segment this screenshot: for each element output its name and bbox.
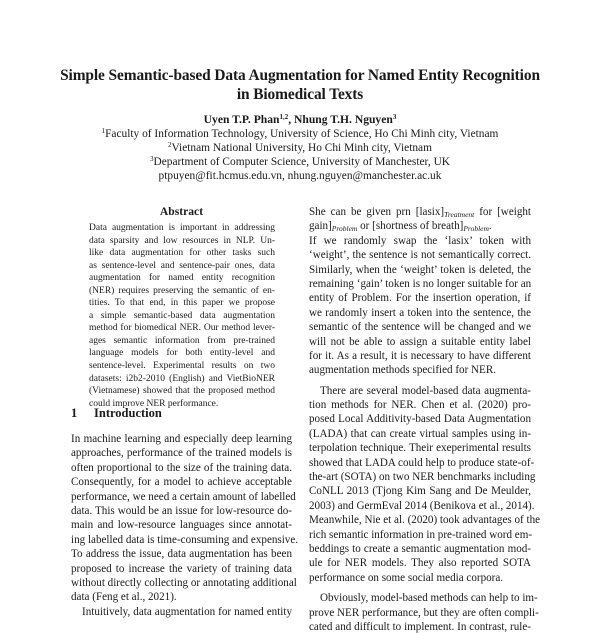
affiliation-mark: 3	[149, 155, 154, 163]
intro-line: approaches, performance of the trained models is	[71, 447, 292, 460]
abstract-line: language models for both entity-level and	[89, 348, 275, 359]
entity-label: Treatment	[444, 210, 475, 219]
entity-label: Problem	[463, 224, 489, 234]
abstract-body	[89, 222, 275, 410]
section-heading-introduction	[71, 406, 162, 421]
right-column-body	[309, 205, 541, 634]
body-line: entity of Problem. For the insertion operation, if	[309, 292, 531, 305]
intro-line: data. This would be an issue for low-resource do-	[71, 504, 292, 517]
intro-line: ing labelled data is time-consuming and expensive.	[71, 533, 299, 546]
affiliation-text: Faculty of Information Technology, University of Science, Ho Chi Minh city, Vietnam	[105, 128, 499, 140]
body-line: performance on some social media corpora.	[309, 571, 504, 584]
affiliation	[40, 127, 560, 141]
abstract-line: could improve NER performance.	[89, 398, 219, 409]
affiliation-mark: 2	[168, 141, 172, 149]
body-line: we randomly insert a token into the sentence, the	[309, 306, 531, 319]
section-title: Introduction	[94, 406, 162, 420]
author-affiliation-mark: 1,2	[279, 113, 289, 121]
body-line: 2003) and GermEval 2014 (Benikova et al., 2014).	[309, 499, 535, 512]
example-sentence-line	[309, 205, 531, 219]
intro-line: In machine learning and especially deep learning	[71, 433, 292, 445]
body-line: prove NER performance, but they are often compli-	[309, 606, 539, 619]
title-line: Simple Semantic-based Data Augmentation for Named Entity Recognition	[60, 67, 540, 84]
author-affiliation-mark: 3	[392, 113, 397, 121]
body-line: (LADA) that can create virtual samples using in-	[309, 427, 531, 440]
author-separator: ,	[288, 113, 295, 126]
body-line: augmentation methods specified for NER.	[309, 364, 497, 377]
intro-line: Intuitively, data augmentation for named entity	[82, 605, 292, 618]
example-text: .	[488, 220, 492, 233]
body-line: tion methods for NER. Chen et al. (2020) pro-	[309, 399, 531, 412]
body-line: Meanwhile, Nie et al. (2020) took advantages of the	[309, 514, 541, 527]
abstract-line: as sentence-level and sentence-pair ones, data	[89, 260, 275, 271]
abstract-line: Data augmentation is important in addressing	[89, 223, 275, 233]
body-line: cated and difficult to implement. In contrast, rule-	[309, 620, 531, 633]
body-line: Obviously, model-based methods can help to im-	[320, 592, 538, 605]
example-text: She can be given prn [lasix]	[309, 206, 445, 218]
intro-line: performance, we need a certain amount of labelled	[71, 490, 296, 503]
body-line: There are several model-based data augmenta-	[320, 384, 531, 397]
body-line: for it. As a result, it is necessary to have different	[309, 349, 531, 362]
example-text: gain]	[309, 220, 332, 233]
abstract-line: data sparsity and low resources in NLP. Un-	[89, 235, 275, 246]
paragraph	[309, 234, 531, 378]
affiliation-mark: 1	[101, 127, 106, 135]
intro-line: proposed to increase the variety of training data	[71, 562, 292, 575]
left-column-body	[71, 432, 299, 619]
affiliation	[40, 141, 560, 155]
body-line: Similarly, when the ‘weight’ token is deleted, the	[309, 263, 531, 276]
body-line: ‘weight’, the sentence is not semantically correct.	[309, 249, 531, 262]
author-name: Uyen T.P. Phan	[203, 113, 280, 126]
abstract-line: sentence-level. Experimental results on two	[89, 361, 275, 372]
body-line: the-art (SOTA) on two NER benchmarks including	[309, 471, 536, 484]
intro-line: main and low-resource languages since annotat-	[71, 519, 292, 532]
title-line: in Biomedical Texts	[236, 86, 364, 103]
body-line: terpolation technique. Their exeperimental results	[309, 442, 531, 455]
body-line: CoNLL 2013 (Tjong Kim Sang and De Meulder,	[309, 485, 531, 498]
body-line: will not be able to assign a suitable entity label	[309, 335, 531, 348]
body-line: showed that LADA could help to produce state-of-	[309, 456, 535, 469]
intro-line: data (Feng et al., 2021).	[71, 591, 177, 604]
affiliation-text: Department of Computer Science, University of Manchester, UK	[153, 156, 451, 168]
body-line: If we randomly swap the ‘lasix’ token with	[309, 234, 531, 247]
abstract-line: (Vietnamese) showed that the proposed method	[89, 386, 275, 397]
body-line: posed Local Additivity-based Data Augmentation	[309, 413, 531, 426]
intro-line: Consequently, for a model to achieve acceptable	[71, 476, 292, 489]
author-emails[interactable]: ptpuyen@fit.hcmus.edu.vn, nhung.nguyen@manchester.ac.uk	[158, 170, 442, 182]
intro-line: without directly collecting or annotating additional	[71, 576, 297, 589]
intro-line: often proportional to the size of the training data.	[71, 461, 292, 474]
affiliation	[40, 155, 560, 169]
body-line: remaining ‘gain’ token is no longer suitable for an	[309, 277, 532, 290]
abstract-line: method for biomedical NER. Our method lever-	[89, 323, 275, 334]
example-sentence-line	[309, 219, 531, 233]
paragraph	[309, 384, 541, 585]
paper-title	[40, 66, 560, 104]
example-text: for [weight	[474, 206, 531, 218]
abstract-line: (NER) requires preserving the semantic of en-	[89, 285, 275, 296]
abstract-line: tities. To that end, in this paper we propose	[89, 298, 275, 309]
entity-label: Problem	[331, 224, 358, 234]
author-name: Nhung T.H. Nguyen	[294, 113, 393, 126]
abstract-line: augmentation for named entity recognition	[89, 273, 275, 284]
body-line: ule for NER models. They also reported SOTA	[309, 557, 531, 570]
body-line: beddings to create a semantic augmentation mod-	[309, 542, 531, 555]
body-line: semantic of the sentence will be changed and we	[309, 321, 531, 334]
abstract-heading: Abstract	[159, 205, 204, 218]
abstract-line: ages semantic information from pre-trained	[89, 335, 275, 346]
example-text: or [shortness of breath]	[357, 220, 464, 233]
abstract-line: like data augmentation for other tasks such	[89, 248, 275, 259]
author-list	[40, 113, 560, 127]
section-number: 1	[71, 406, 78, 420]
abstract-line: datasets: i2b2-2010 (English) and VietBioNER	[89, 373, 275, 384]
affiliation-text: Vietnam National University, Ho Chi Minh city, Vietnam	[171, 142, 432, 154]
body-line: rich semantic information in pre-trained word em-	[309, 528, 533, 541]
intro-line: To address the issue, data augmentation has been	[71, 548, 292, 561]
abstract-line: a simple semantic-based data augmentation	[89, 310, 275, 321]
paragraph	[309, 591, 539, 634]
